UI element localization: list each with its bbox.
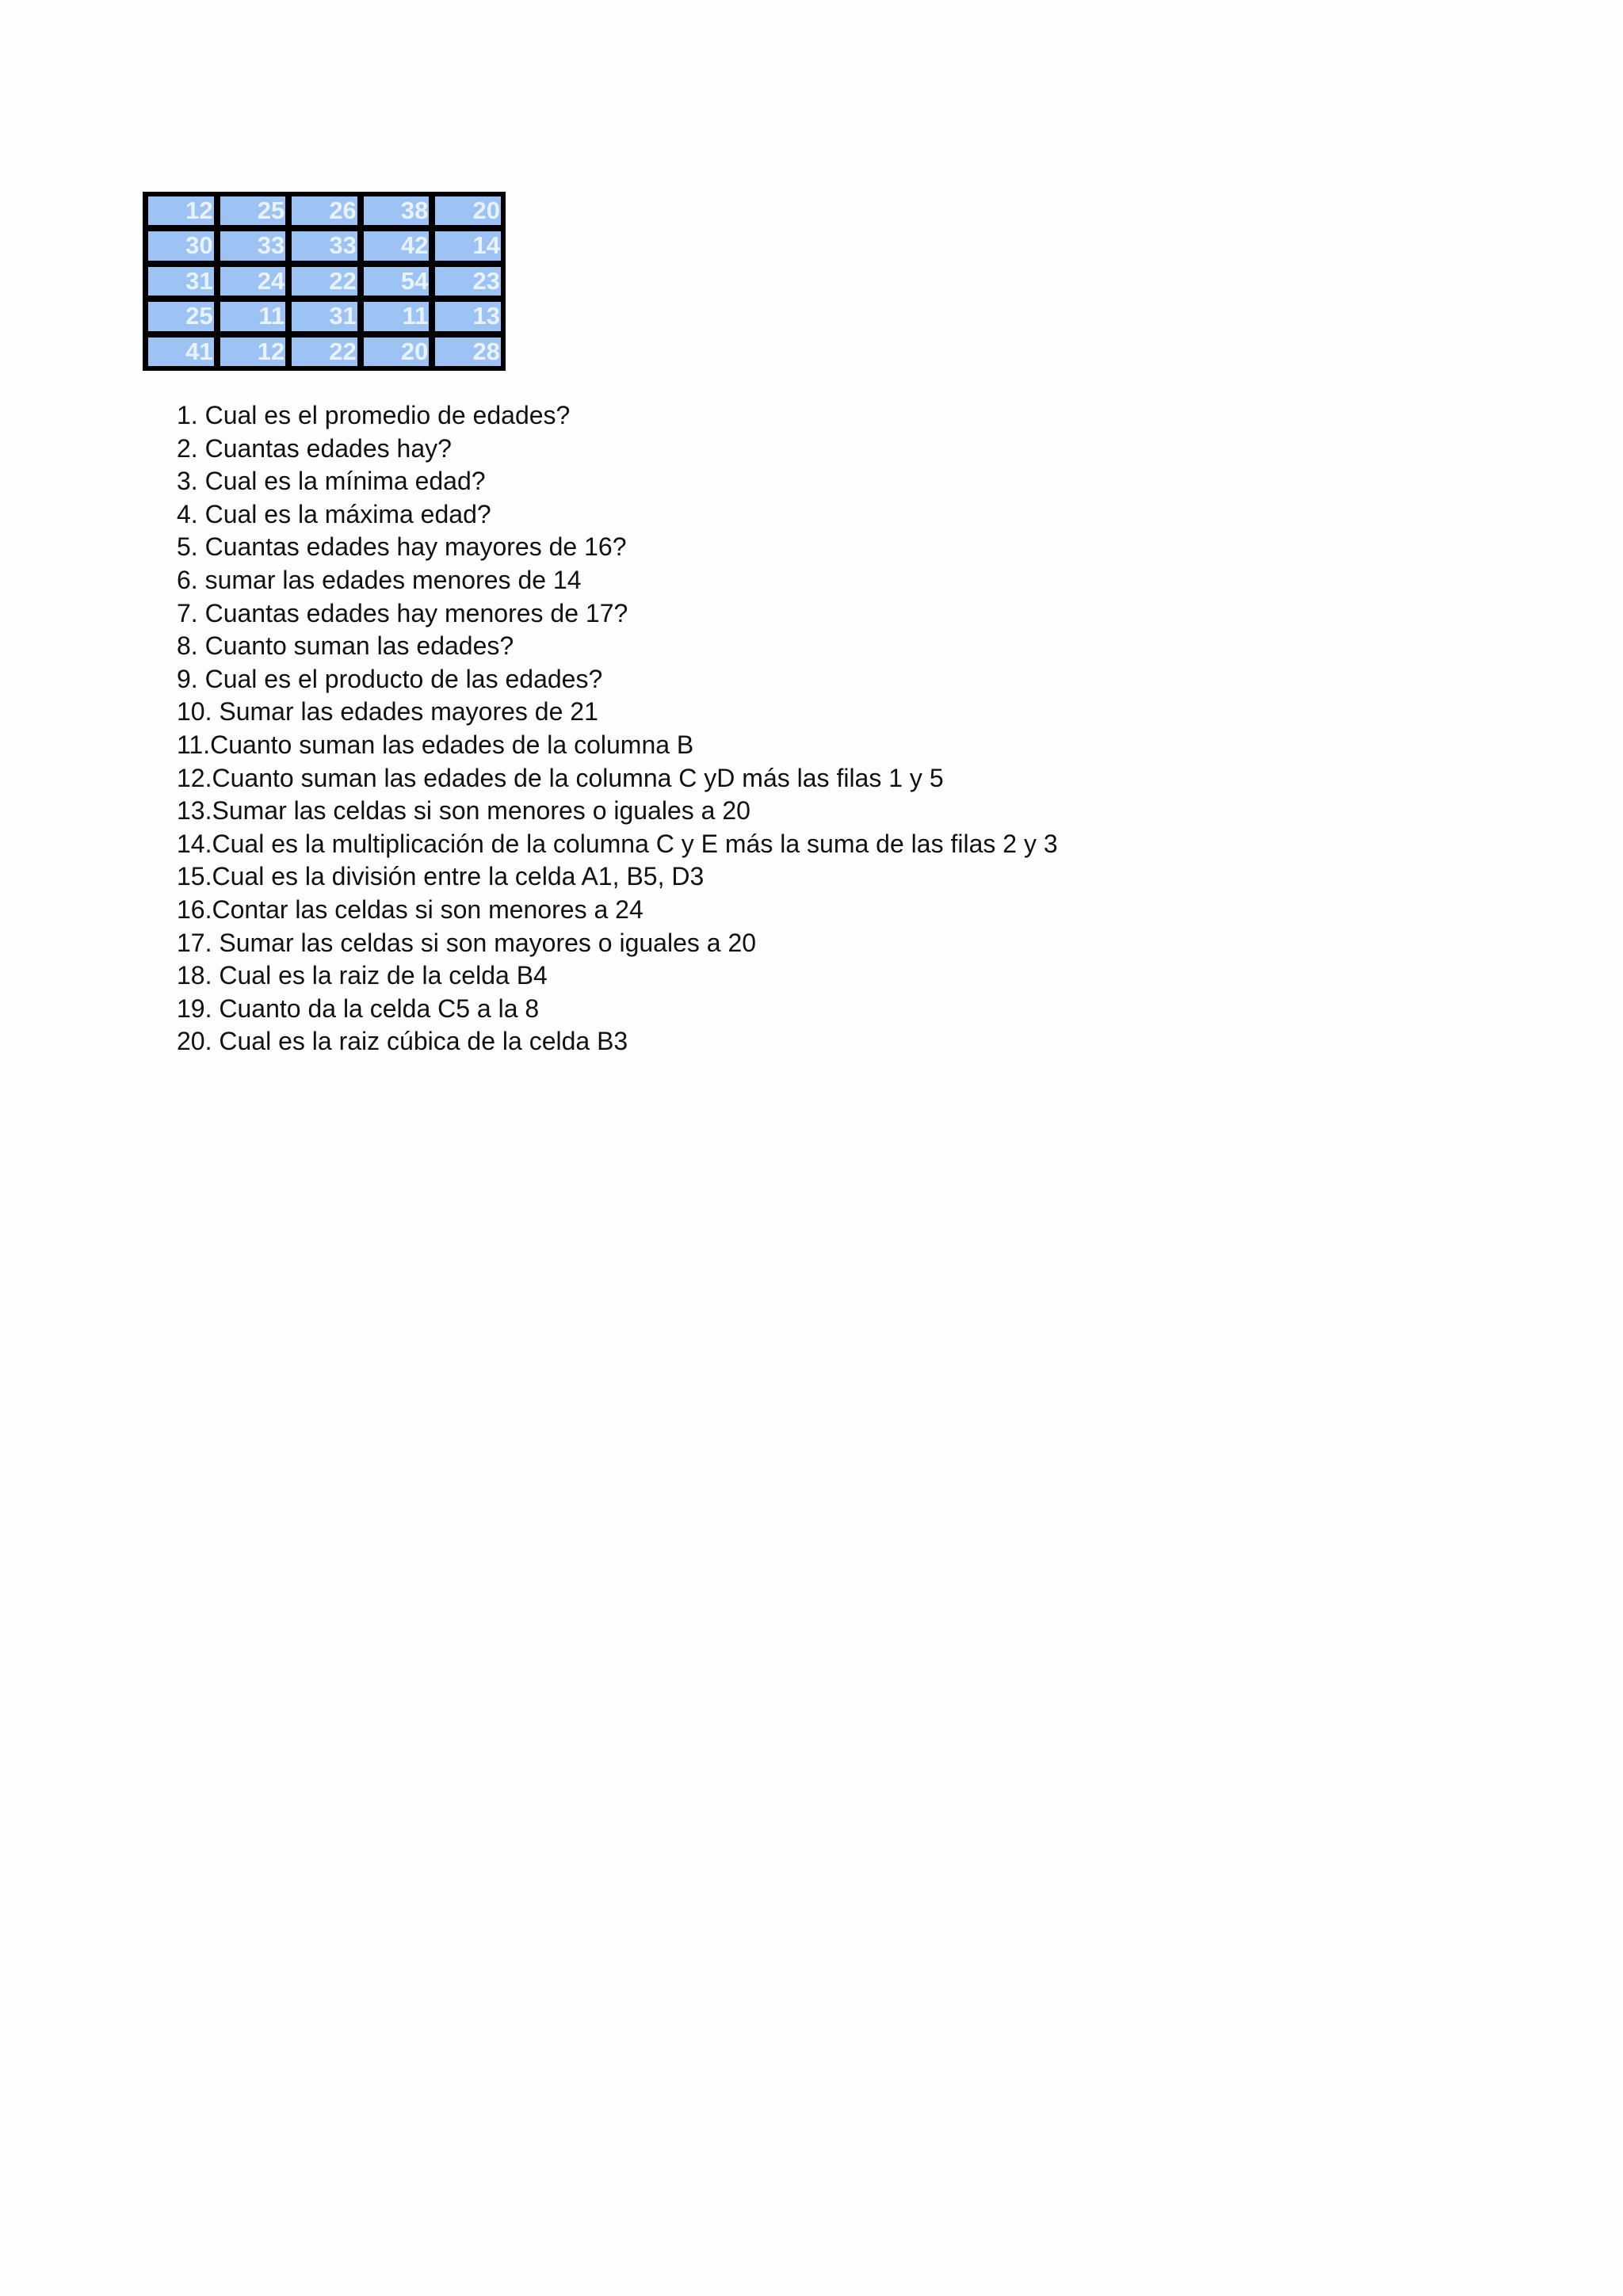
age-cell-b3: 24 — [220, 267, 286, 296]
question-item: 19. Cuanto da la celda C5 a la 8 — [177, 994, 540, 1023]
age-cell-d2: 42 — [364, 231, 430, 260]
question-item: 8. Cuanto suman las edades? — [177, 631, 514, 661]
question-item: 6. sumar las edades menores de 14 — [177, 565, 582, 594]
question-item: 5. Cuantas edades hay mayores de 16? — [177, 532, 627, 562]
question-item: 13.Sumar las celdas si son menores o iguales a 20 — [177, 796, 750, 826]
question-item: 4. Cual es la máxima edad? — [177, 499, 491, 528]
question-item: 10. Sumar las edades mayores de 21 — [177, 697, 598, 727]
question-item: 7. Cuantas edades hay menores de 17? — [177, 598, 628, 627]
age-cell-c3: 22 — [292, 267, 357, 296]
question-item: 2. Cuantas edades hay? — [177, 433, 452, 463]
age-cell-c5: 22 — [292, 338, 357, 366]
age-cell-b5: 12 — [220, 338, 286, 366]
question-item: 15.Cual es la división entre la celda A1, B5, D3 — [177, 862, 705, 891]
question-item: 20. Cual es la raiz cúbica de la celda B3 — [177, 1027, 628, 1056]
age-cell-c2: 33 — [292, 231, 357, 260]
age-cell-b2: 33 — [220, 231, 286, 260]
question-item: 14.Cual es la multiplicación de la columna C y E más la suma de las filas 2 y 3 — [177, 829, 1058, 858]
age-cell-e5: 28 — [435, 338, 501, 366]
age-cell-e1: 20 — [435, 196, 501, 225]
age-cell-d3: 54 — [364, 267, 430, 296]
age-cell-b4: 11 — [220, 302, 286, 330]
age-cell-a2: 30 — [148, 231, 214, 260]
age-cell-d4: 11 — [364, 302, 430, 330]
age-cell-c4: 31 — [292, 302, 357, 330]
age-cell-a4: 25 — [148, 302, 214, 330]
question-item: 1. Cual es el promedio de edades? — [177, 401, 571, 429]
age-cell-e4: 13 — [435, 302, 501, 330]
question-item: 3. Cual es la mínima edad? — [177, 467, 486, 496]
age-cell-a3: 31 — [148, 267, 214, 296]
age-cell-e2: 14 — [435, 231, 501, 260]
age-table — [143, 192, 506, 371]
question-item: 18. Cual es la raiz de la celda B4 — [177, 961, 548, 990]
question-item: 11.Cuanto suman las edades de la columna B — [177, 730, 694, 759]
age-cell-d1: 38 — [364, 196, 430, 225]
question-item: 12.Cuanto suman las edades de la columna C yD más las filas 1 y 5 — [177, 763, 944, 792]
age-cell-d5: 20 — [364, 338, 430, 366]
age-cell-e3: 23 — [435, 267, 501, 296]
age-cell-a5: 41 — [148, 338, 214, 366]
question-list — [177, 399, 1058, 1058]
age-cell-b1: 25 — [220, 196, 286, 225]
age-cell-c1: 26 — [292, 196, 357, 225]
question-item: 16.Contar las celdas si son menores a 24 — [177, 894, 643, 924]
question-item: 17. Sumar las celdas si son mayores o iguales a 20 — [177, 928, 757, 957]
age-cell-a1: 12 — [148, 196, 214, 225]
question-item: 9. Cual es el producto de las edades? — [177, 664, 603, 693]
